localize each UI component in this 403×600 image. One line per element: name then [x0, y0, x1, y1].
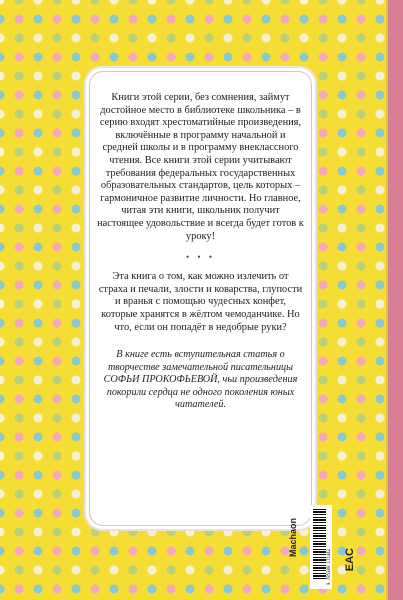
series-description: Книги этой серии, без сомнения, займут достойное место в библиотеке школьника – в серию входят хрестоматийные произведения, включённые в программу начальной и средней школы и в программу внеклассного чтения. Все книги этой серии учитывают требования федеральных государственных образовательных стандартов, цель которых – гармоничное развитие личности. Но главное, читая эти книги, школьник получит настоящее удовольствие и всегда будет готов к уроку! [97, 92, 304, 242]
book-spine [388, 0, 403, 600]
publisher-logo: Machaon [288, 518, 298, 558]
barcode-bars [313, 509, 326, 579]
barcode [310, 505, 332, 589]
eac-mark-icon: EAC [344, 548, 356, 572]
divider-dots-icon: • • • [186, 252, 215, 263]
introduction-note: В книге есть вступительная статья о творчестве замечательной писательницы СОФЬИ ПРОКОФЬЕВОЙ, чьи произведения покорили сердца не одного поколения юных читателей. [103, 349, 298, 411]
barcode-digits: 9 785389 171442 [326, 548, 331, 585]
description-panel [84, 66, 317, 531]
book-summary: Эта книга о том, как можно излечить от страха и печали, злости и коварства, глупости и вранья с помощью чудесных конфет, которые хранятся в жёлтом чемоданчике. Но что, если он попадёт в недобрые руки? [98, 271, 303, 333]
description-content [97, 92, 304, 412]
